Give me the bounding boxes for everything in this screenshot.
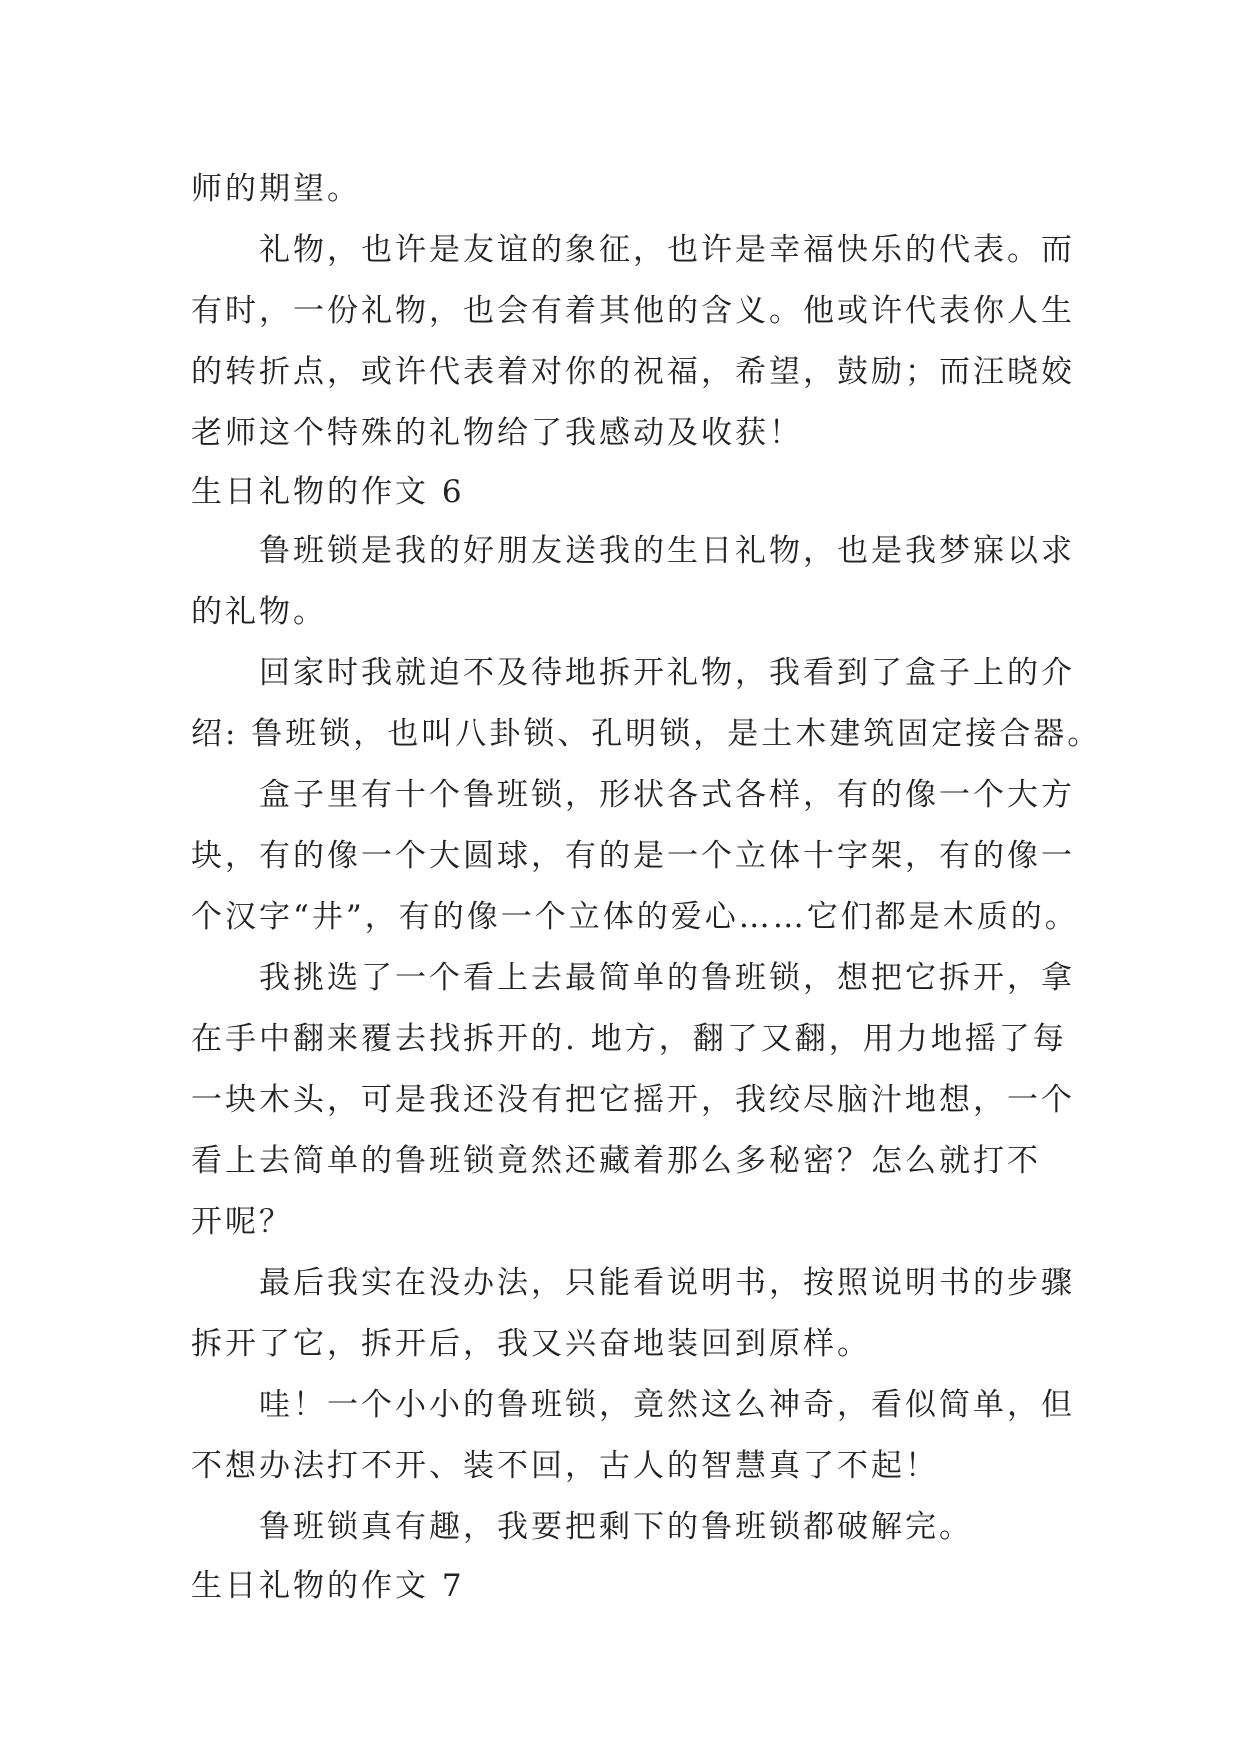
text-line: 开呢？	[191, 1204, 293, 1240]
text-line: 师的期望。	[191, 171, 361, 207]
text-line: 最后我实在没办法，只能看说明书，按照说明书的步骤	[259, 1265, 1075, 1301]
text-line: 的礼物。	[191, 594, 327, 630]
paragraph-luban-intro	[191, 521, 1075, 643]
text-line: 块，有的像一个大圆球，有的是一个立体十字架，有的像一	[191, 838, 1075, 874]
paragraph-trying-to-open	[191, 948, 1075, 1253]
text-line: 哇！一个小小的鲁班锁，竟然这么神奇，看似简单，但	[259, 1387, 1075, 1423]
paragraph-instructions	[191, 1253, 1075, 1375]
text-line: 有时，一份礼物，也会有着其他的含义。他或许代表你人生	[191, 293, 1075, 329]
section-heading-7: 生日礼物的作文 7	[191, 1568, 465, 1604]
text-line: 我挑选了一个看上去最简单的鲁班锁，想把它拆开，拿	[259, 960, 1075, 996]
text-line: 不想办法打不开、装不回，古人的智慧真了不起！	[191, 1448, 939, 1484]
paragraph-conclusion	[191, 1497, 1051, 1558]
paragraph-amazement	[191, 1375, 1075, 1497]
paragraph-gift-meaning	[191, 220, 1075, 464]
text-line: 盒子里有十个鲁班锁，形状各式各样，有的像一个大方	[259, 777, 1075, 813]
text-line: 鲁班锁是我的好朋友送我的生日礼物，也是我梦寐以求	[259, 533, 1075, 569]
paragraph-opening-gift	[191, 643, 1102, 765]
text-line: 拆开了它，拆开后，我又兴奋地装回到原样。	[191, 1326, 871, 1362]
paragraph-box-contents	[191, 765, 1079, 948]
text-line: 鲁班锁真有趣，我要把剩下的鲁班锁都破解完。	[259, 1509, 973, 1545]
text-line: 回家时我就迫不及待地拆开礼物，我看到了盒子上的介	[259, 655, 1075, 691]
text-line: 看上去简单的鲁班锁竟然还藏着那么多秘密？怎么就打不	[191, 1143, 1041, 1179]
text-line: 老师这个特殊的礼物给了我感动及收获！	[191, 415, 803, 451]
text-line: 礼物，也许是友谊的象征，也许是幸福快乐的代表。而	[259, 232, 1075, 268]
text-line: 一块木头，可是我还没有把它摇开，我绞尽脑汁地想，一个	[191, 1082, 1075, 1118]
text-line: 个汉字“井”，有的像一个立体的爱心……它们都是木质的。	[191, 899, 1079, 935]
section-heading-6: 生日礼物的作文 6	[191, 474, 465, 510]
document-body	[191, 159, 1102, 1615]
paragraph-continuation	[191, 159, 1051, 220]
text-line: 绍: 鲁班锁，也叫八卦锁、孔明锁，是土木建筑固定接合器。	[191, 716, 1102, 752]
text-line: 在手中翻来覆去找拆开的. 地方，翻了又翻，用力地摇了每	[191, 1021, 1067, 1057]
text-line: 的转折点，或许代表着对你的祝福，希望，鼓励；而汪晓姣	[191, 354, 1075, 390]
